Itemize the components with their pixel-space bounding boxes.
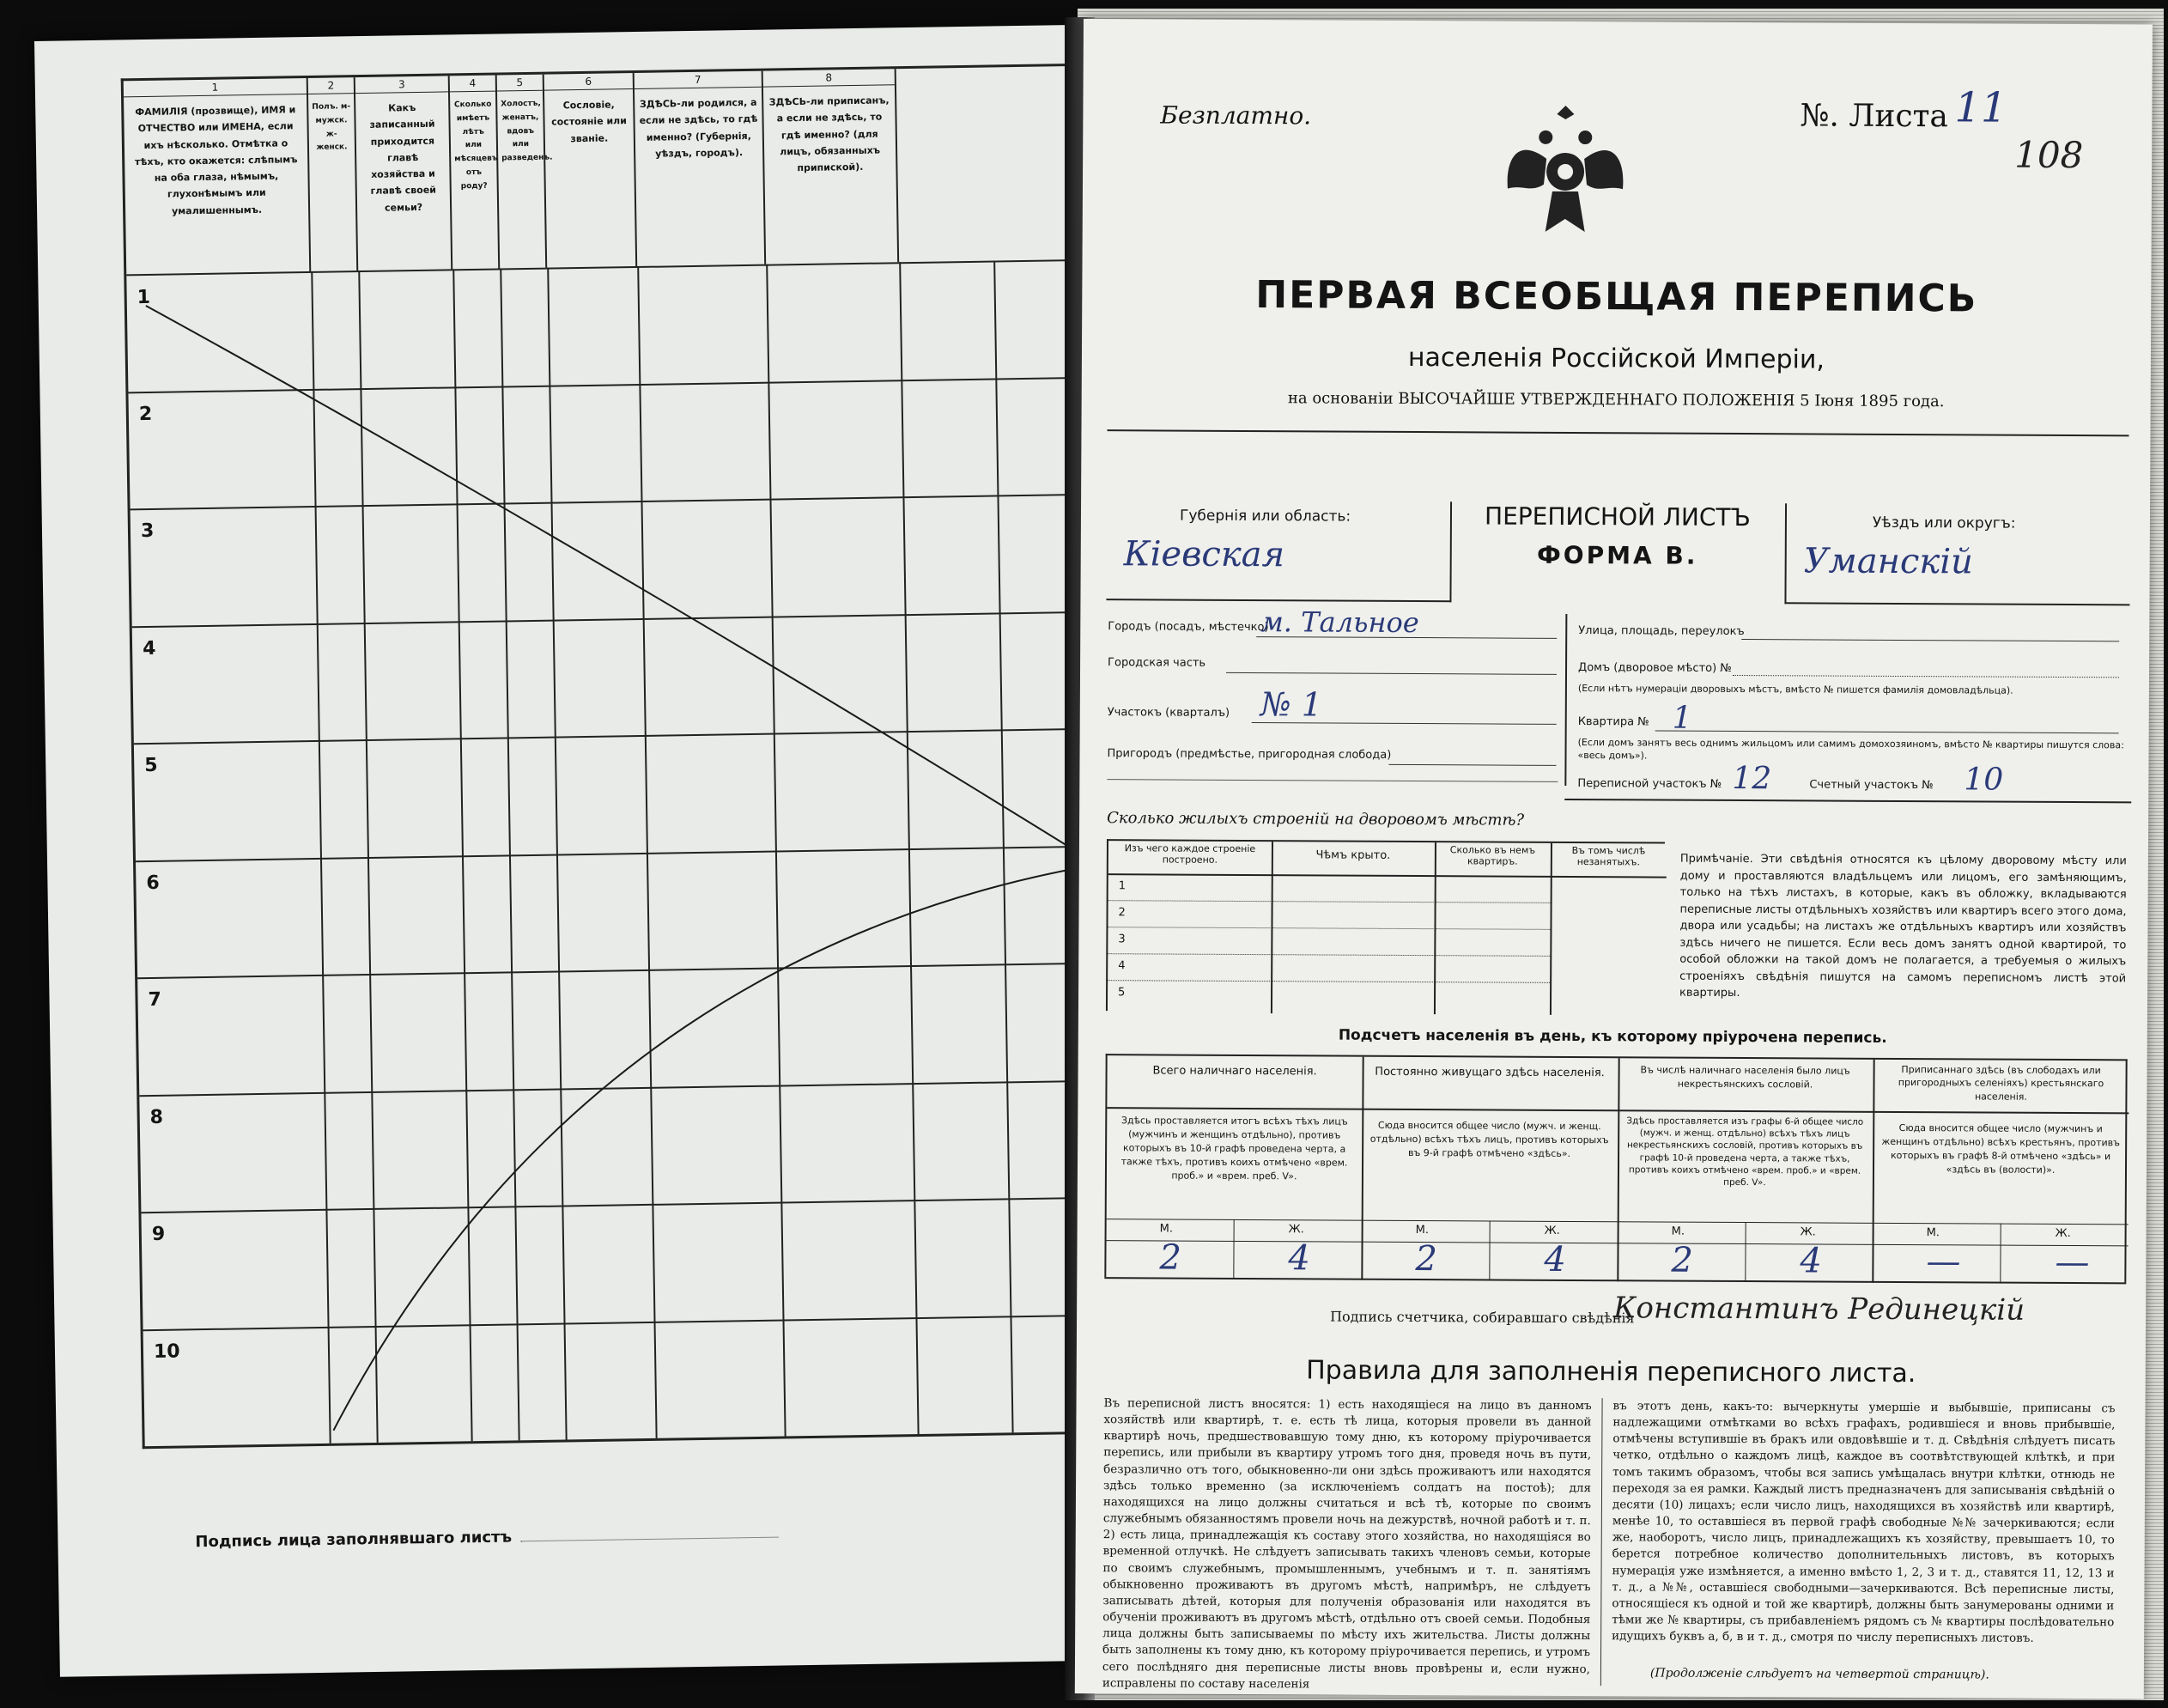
count-4-m-value: — bbox=[1926, 1242, 1961, 1282]
col-header-text: Какъ записанный приходится главѣ хозяйства и главѣ своей семьи? bbox=[369, 102, 437, 214]
count-col-rule bbox=[1872, 1060, 1874, 1283]
row-number: 9 bbox=[151, 1223, 166, 1246]
sheet-number-hand: 11 bbox=[1954, 83, 2007, 132]
uezd-box bbox=[1784, 503, 2130, 605]
m-label: М. bbox=[1671, 1225, 1685, 1238]
col-header-text: ЗДѢСЬ-ли приписанъ, а если не здѣсь, то гдѣ именно? (для лицъ, обязанныхъ припиской). bbox=[768, 94, 890, 174]
row-number: 10 bbox=[153, 1340, 180, 1364]
rules-column-divider bbox=[1600, 1398, 1603, 1686]
uchastok-hand: № 1 bbox=[1260, 685, 1323, 724]
left-signature-line bbox=[195, 1524, 778, 1552]
rules-column-right: въ этотъ день, какъ-то: вычеркнуты умершіе и выбывшіе, приписаны съ надлежащими отмѣтками во всѣхъ графахъ, родившіеся и вновь прибывшіе, отмѣчены вступившіе въ бракъ или овдовѣвшіе и т. д. Свѣдѣнія слѣдуетъ писать четко, отдѣльно о каждомъ лицѣ, каждое въ соотвѣтствующей клѣткѣ, и при томъ такимъ образомъ, чтобы вся запись умѣщалась внутри клѣтки, отнюдь не переходя за ея рамки. Каждый листъ предназначенъ для записыванія свѣдѣній о десяти (10) лицахъ; если число лицъ, находящихся въ хозяйствѣ или квартирѣ, менѣе 10, то оставшіеся въ первой графѣ свободные №№ зачеркиваются; если же, наоборотъ, число лицъ, принадлежащихъ къ хозяйству, превышаетъ 10, то берется потребное количество дополнительныхъ листовъ, въ которыхъ нумерація уже измѣняется, а именно вмѣсто 1, 2, 3 и т. д., ставятся 11, 12, 13 и т. д., а №№, оставшіеся свободными—зачеркиваются. Всѣ переписные листы, относящіеся къ одной и той же квартирѣ, должны быть занумерованы одними и тѣми же № квартиры, съ прибавленіемъ рядомъ съ № квартиры послѣдовательно идущихъ буквъ а, б, в и т. д., смотря по числу переписныхъ листовъ. bbox=[1612, 1399, 2116, 1646]
rules-title: Правила для заполненія переписного листа. bbox=[1306, 1355, 1916, 1389]
count-3-m-value: 2 bbox=[1671, 1240, 1694, 1280]
imperial-eagle-emblem bbox=[1501, 90, 1631, 241]
zh-label: Ж. bbox=[1544, 1224, 1560, 1237]
col-header-text: Холостъ, женатъ, вдовъ или разведенъ. bbox=[501, 99, 553, 163]
uchastok-underline bbox=[1252, 722, 1557, 725]
count-col-3-desc: Здѣсь проставляется изъ графы 6-й общее число (мужч. и женщ. отдѣльно) всѣхъ тѣхъ лицъ некрестьянскихъ сословій, противъ которыхъ въ графѣ 10-й проведена черта, а также тѣхъ, противъ коихъ отмѣчено «врем. проб.» и «врем. преб. V». bbox=[1626, 1115, 1864, 1188]
uezd-label: Уѣздъ или округъ: bbox=[1872, 514, 2016, 532]
rules-continuation: (Продолженіе слѣдуетъ на четвертой страницѣ). bbox=[1649, 1666, 1989, 1682]
m-label: М. bbox=[1926, 1226, 1940, 1240]
count-mz-divider bbox=[1489, 1220, 1490, 1280]
signature-label: Подпись лица заполнявшаго листъ bbox=[195, 1528, 513, 1552]
build-col-4-header: Въ томъ числѣ незанятыхъ. bbox=[1571, 844, 1646, 868]
col-header-text: Сословіе, состояніе или званіе. bbox=[551, 99, 628, 144]
col-number: 1 bbox=[124, 78, 307, 97]
prigorod-label: Пригородъ (предмѣстье, пригородная слобода) bbox=[1107, 747, 1392, 762]
col-number: 4 bbox=[450, 76, 495, 93]
zh-label: Ж. bbox=[1800, 1225, 1816, 1239]
city-label: Городъ (посадъ, мѣстечко) bbox=[1108, 620, 1269, 635]
right-page bbox=[1075, 19, 2153, 1699]
buildings-table bbox=[1106, 839, 1665, 1013]
row-number: 4 bbox=[142, 637, 156, 660]
census-person-table bbox=[121, 63, 1133, 1449]
count-2-m-value: 2 bbox=[1415, 1239, 1438, 1279]
count-col-1-head: Всего наличнаго населенія. bbox=[1152, 1064, 1317, 1079]
count-col-2-desc: Сюда вносится общее число (мужч. и женщ. отдѣльно) всѣхъ тѣхъ лицъ, противъ которыхъ въ 9-й графѣ отмѣчено «здѣсь». bbox=[1369, 1119, 1609, 1159]
counter-signature-label: Подпись счетчика, собиравшаго свѣдѣнія bbox=[1330, 1308, 1635, 1327]
archive-number-hand: 108 bbox=[2014, 133, 2084, 177]
count-col-rule bbox=[1361, 1057, 1363, 1280]
row-number: 1 bbox=[137, 286, 151, 309]
address-bottom-rule bbox=[1564, 799, 2131, 803]
rules-column-left: Въ переписной листъ вносятся: 1) есть находящіеся на лицо въ данномъ хозяйствѣ или квартирѣ, т. е. есть тѣ лица, которыя провели въ данной квартирѣ ночь, предшествовавшую тому дню, къ которому пріурочивается перепись, или прибыли въ квартиру утромъ того дня, проведя ночь въ пути, безразлично отъ того, обыкновенно-ли они здѣсь проживаютъ или находятся здѣсь только временно (за исключеніемъ солдатъ на постоѣ); для находящихся на лицо должны считаться и всѣ тѣ, которые по своимъ служебнымъ обязанностямъ провели ночь на дежурствѣ, ночной работѣ и т. п. 2) есть лица, принадлежащія къ составу этого хозяйства, но находящіяся во временной отлучкѣ. Не слѣдуетъ записывать такихъ членовъ семьи, которые по своимъ служебнымъ, промышленнымъ, учебнымъ и т. п. занятіямъ обыкновенно проживаютъ въ другомъ мѣстѣ, напримѣръ, не слѣдуетъ записывать дѣтей, которыя для полученія образованія или находятся въ обученіи проживаютъ въ другомъ мѣстѣ, отдѣльно отъ своей семьи. Подобныя лица должны быть записываемы по мѣсту ихъ жительства. Листы должны быть заполнены къ тому дню, къ которому пріурочивается перепись, и утромъ сего послѣдняго дня переписные листы вновь провѣрены и, если нужно, исправлены по составу населенія bbox=[1102, 1396, 1592, 1692]
count-3-zh-value: 4 bbox=[1800, 1241, 1823, 1281]
count-mz-divider bbox=[2000, 1224, 2001, 1284]
count-col-3-head: Въ числѣ наличнаго населенія было лицъ некрестьянскихъ сословій. bbox=[1640, 1064, 1850, 1091]
strike-through-line bbox=[124, 65, 1133, 1446]
count-title: Подсчетъ населенія въ день, къ которому пріурочена перепись. bbox=[1338, 1026, 1887, 1047]
schet-uchastok-hand: 10 bbox=[1964, 762, 2004, 798]
legal-basis: на основаніи ВЫСОЧАЙШЕ УТВЕРЖДЕННАГО ПОЛОЖЕНІЯ 5 Іюня 1895 года. bbox=[1287, 389, 1945, 411]
count-4-zh-value: — bbox=[2055, 1242, 2090, 1283]
count-1-m-value: 2 bbox=[1159, 1237, 1182, 1278]
address-rule bbox=[1107, 779, 1558, 782]
count-col-1-desc: Здѣсь проставляется итогъ всѣхъ тѣхъ лицъ (мужчинъ и женщинъ отдѣльно), противъ которыхъ въ 10-й графѣ проведена черта, а также тѣхъ, противъ коихъ отмѣчено «врем. проб.» и «врем. преб. V». bbox=[1120, 1115, 1348, 1182]
col-number: 7 bbox=[635, 71, 762, 89]
row-number: 8 bbox=[149, 1106, 164, 1129]
kvartira-hand: 1 bbox=[1672, 700, 1692, 736]
buildings-question: Сколько жилыхъ строеній на дворовомъ мѣстѣ? bbox=[1107, 809, 1525, 830]
form-title: ПЕРЕПИСНОЙ ЛИСТЪ bbox=[1484, 501, 1751, 532]
gubernia-box bbox=[1106, 500, 1452, 602]
build-header-rule bbox=[1108, 873, 1667, 878]
form-letter: ФОРМА В. bbox=[1536, 540, 1698, 570]
col-number: 5 bbox=[497, 75, 543, 92]
build-row-number: 1 bbox=[1118, 879, 1127, 893]
count-1-zh-value: 4 bbox=[1288, 1238, 1311, 1279]
col-header-text: ЗДѢСЬ-ли родился, а если не здѣсь, то гдѣ именно? (Губернія, уѣздъ, городъ). bbox=[639, 96, 758, 160]
uezd-hand: Уманскій bbox=[1803, 541, 1973, 582]
street-label: Улица, площадь, переулокъ bbox=[1578, 624, 1745, 639]
row-number: 6 bbox=[146, 872, 160, 895]
count-col-rule bbox=[1617, 1058, 1619, 1281]
count-mz-divider bbox=[1233, 1219, 1234, 1279]
house-label: Домъ (дворовое мѣсто) № bbox=[1578, 661, 1732, 675]
prigorod-underline bbox=[1388, 764, 1556, 766]
m-label: М. bbox=[1159, 1222, 1174, 1236]
row-number: 7 bbox=[148, 988, 162, 1012]
perepis-uchastok-label: Переписной участокъ № bbox=[1577, 777, 1722, 791]
section-rule bbox=[1107, 429, 2129, 436]
count-2-zh-value: 4 bbox=[1544, 1239, 1567, 1279]
sheet-number-label: №. Листа bbox=[1800, 98, 1949, 135]
street-underline bbox=[1741, 639, 2119, 641]
build-row-rule bbox=[1108, 953, 1550, 957]
row-number: 2 bbox=[138, 403, 153, 426]
col-header-text: Полъ. м-мужск. ж-женск. bbox=[312, 102, 351, 153]
house-underline bbox=[1733, 675, 2119, 678]
city-part-label: Городская часть bbox=[1108, 656, 1206, 670]
build-col-2-header: Чѣмъ крыто. bbox=[1315, 848, 1391, 862]
count-col-4-desc: Сюда вносится общее число (мужчинъ и женщинъ отдѣльно) всѣхъ крестьянъ, противъ которыхъ въ графѣ 8-й отмѣчено «здѣсь» и «здѣсь въ (волости)». bbox=[1881, 1121, 2120, 1176]
census-subtitle: населенія Россійской Имперіи, bbox=[1407, 342, 1825, 375]
population-count-table bbox=[1104, 1054, 2127, 1282]
gubernia-hand: Кіевская bbox=[1123, 534, 1285, 575]
house-note: (Если нѣтъ нумераціи дворовыхъ мѣстъ, вмѣсто № пишется фамилія домовладѣльца). bbox=[1577, 683, 2013, 696]
kvartira-note: (Если домъ занятъ весь однимъ жильцомъ или самимъ домохозяиномъ, вмѣсто № квартиры пишутся слова: «весь домъ»). bbox=[1577, 737, 2124, 762]
buildings-note: Примѣчаніе. Эти свѣдѣнія относятся къ цѣлому дворовому мѣсту или дому и проставляются владѣльцемъ или лицомъ, его замѣняющимъ, только на тѣхъ листахъ, в которые, какъ въ обложку, вкладываются переписные листы отдѣльныхъ хозяйствъ или квартиръ всего этого дома, двора или усадьбы; на листахъ же отдѣльныхъ квартиръ или хозяйствъ здѣсь ничего не пишется. Если весь домъ занятъ одной квартирой, то особой обложки на такой домъ не полагается, а требуемыя о жилыхъ строеніяхъ свѣдѣнія пишутся на самомъ переписномъ листѣ этой квартиры. bbox=[1679, 852, 2127, 1000]
col-header-text: ФАМИЛІЯ (прозвище), ИМЯ и ОТЧЕСТВО или ИМЕНА, если ихъ нѣсколько. Отмѣтка о тѣхъ, кто окажется: слѣпымъ на оба глаза, нѣмымъ, глухонѣмымъ или умалишеннымъ. bbox=[134, 104, 298, 217]
zh-label: Ж. bbox=[1288, 1223, 1304, 1237]
uchastok-label: Участокъ (кварталъ) bbox=[1107, 706, 1230, 720]
counter-signature-hand: Константинъ Рединецкій bbox=[1613, 1291, 2025, 1328]
build-col-3-header: Сколько въ немъ квартиръ. bbox=[1449, 844, 1536, 867]
col-number: 8 bbox=[763, 69, 895, 87]
m-label: М. bbox=[1415, 1224, 1430, 1237]
census-title: ПЕРВАЯ ВСЕОБЩАЯ ПЕРЕПИСЬ bbox=[1255, 273, 1978, 321]
row-number: 3 bbox=[140, 520, 155, 543]
address-divider bbox=[1564, 614, 1567, 786]
col-number: 6 bbox=[544, 73, 633, 91]
kvartira-label: Квартира № bbox=[1577, 715, 1649, 729]
build-row-number: 2 bbox=[1118, 906, 1126, 920]
row-number: 5 bbox=[144, 754, 158, 777]
kvartira-underline bbox=[1655, 730, 2119, 733]
build-row-number: 4 bbox=[1118, 959, 1126, 973]
zh-label: Ж. bbox=[2055, 1226, 2071, 1241]
city-hand: м. Тальное bbox=[1260, 605, 1419, 640]
build-row-number: 5 bbox=[1118, 986, 1126, 1000]
count-col-2-head: Постоянно живущаго здѣсь населенія. bbox=[1375, 1065, 1605, 1080]
build-row-number: 3 bbox=[1118, 933, 1126, 946]
col-number: 2 bbox=[308, 77, 354, 94]
schet-uchastok-label: Счетный участокъ № bbox=[1809, 778, 1934, 793]
free-label: Безплатно. bbox=[1160, 100, 1312, 131]
city-part-underline bbox=[1226, 672, 1557, 675]
left-page bbox=[34, 25, 1099, 1677]
col-number: 3 bbox=[355, 76, 448, 94]
col-header-text: Сколько имѣетъ лѣтъ или мѣсяцевъ отъ роду? bbox=[453, 100, 498, 191]
build-col-1-header: Изъ чего каждое строеніе построено. bbox=[1124, 842, 1256, 866]
perepis-uchastok-hand: 12 bbox=[1732, 760, 1772, 797]
gubernia-label: Губернія или область: bbox=[1179, 507, 1351, 526]
build-row-rule bbox=[1108, 927, 1550, 930]
build-row-rule bbox=[1108, 980, 1550, 983]
build-row-rule bbox=[1108, 900, 1551, 903]
count-mz-divider bbox=[1745, 1222, 1746, 1282]
count-col-4-head: Приписаннаго здѣсь (въ слободахъ или пригородныхъ селеніяхъ) крестьянскаго населенія. bbox=[1898, 1064, 2104, 1103]
